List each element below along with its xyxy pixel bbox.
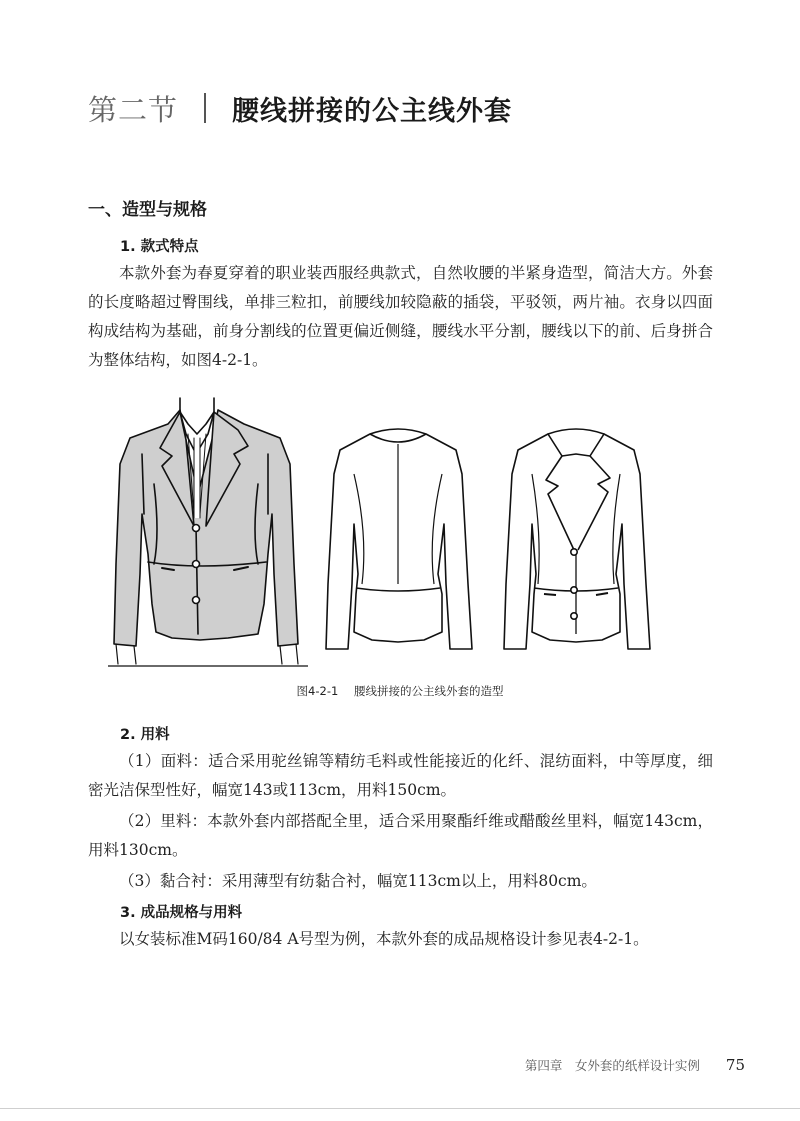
jacket-illustration (108, 394, 668, 669)
subheading-materials: 2. 用料 (120, 727, 170, 743)
paragraph-lining: （2）里料：本款外套内部搭配全里，适合采用聚酯纤维或醋酸丝里料，幅宽143cm，用料130cm。 (88, 812, 713, 859)
figure-caption-text: 腰线拼接的公主线外套的造型 (353, 684, 504, 698)
figure-caption (0, 683, 800, 699)
jacket-back-view (326, 429, 472, 649)
page-footer (525, 1056, 745, 1074)
subheading-finished-spec: 3. 成品规格与用料 (120, 905, 243, 921)
jacket-worn-figure (114, 398, 298, 664)
section-divider (204, 93, 206, 123)
paragraph-finished-spec: 以女装标准M码160/84 A号型为例，本款外套的成品规格设计参见表4-2-1。 (119, 930, 649, 948)
subheading-style-features: 1. 款式特点 (120, 239, 199, 255)
section-number: 第二节 (88, 92, 179, 127)
paragraph-fabric: （1）面料：适合采用驼丝锦等精纺毛料或性能接近的化纤、混纺面料，中等厚度，细密光洁保型性好，幅宽143或113cm，用料150cm。 (88, 752, 713, 799)
page-number: 75 (725, 1056, 745, 1074)
footer-chapter: 第四章 女外套的纸样设计实例 (524, 1058, 700, 1073)
bottom-rule (0, 1108, 800, 1109)
heading-shape-spec: 一、造型与规格 (88, 200, 207, 220)
section-title: 腰线拼接的公主线外套 (232, 95, 513, 127)
figure-caption-number: 图4-2-1 (296, 684, 339, 698)
jacket-front-view (504, 429, 650, 649)
paragraph-style-features: 本款外套为春夏穿着的职业装西服经典款式，自然收腰的半紧身造型，简洁大方。外套的长度略超过臀围线，单排三粒扣，前腰线加较隐蔽的插袋，平驳领，两片袖。衣身以四面构成结构为基础，前身分割线的位置更偏近侧缝，腰线水平分割，腰线以下的前、后身拼合为整体结构，如图4-2-1。 (88, 264, 713, 369)
paragraph-interfacing: （3）黏合衬：采用薄型有纺黏合衬，幅宽113cm以上，用料80cm。 (119, 872, 597, 890)
section-title-row (88, 86, 512, 130)
